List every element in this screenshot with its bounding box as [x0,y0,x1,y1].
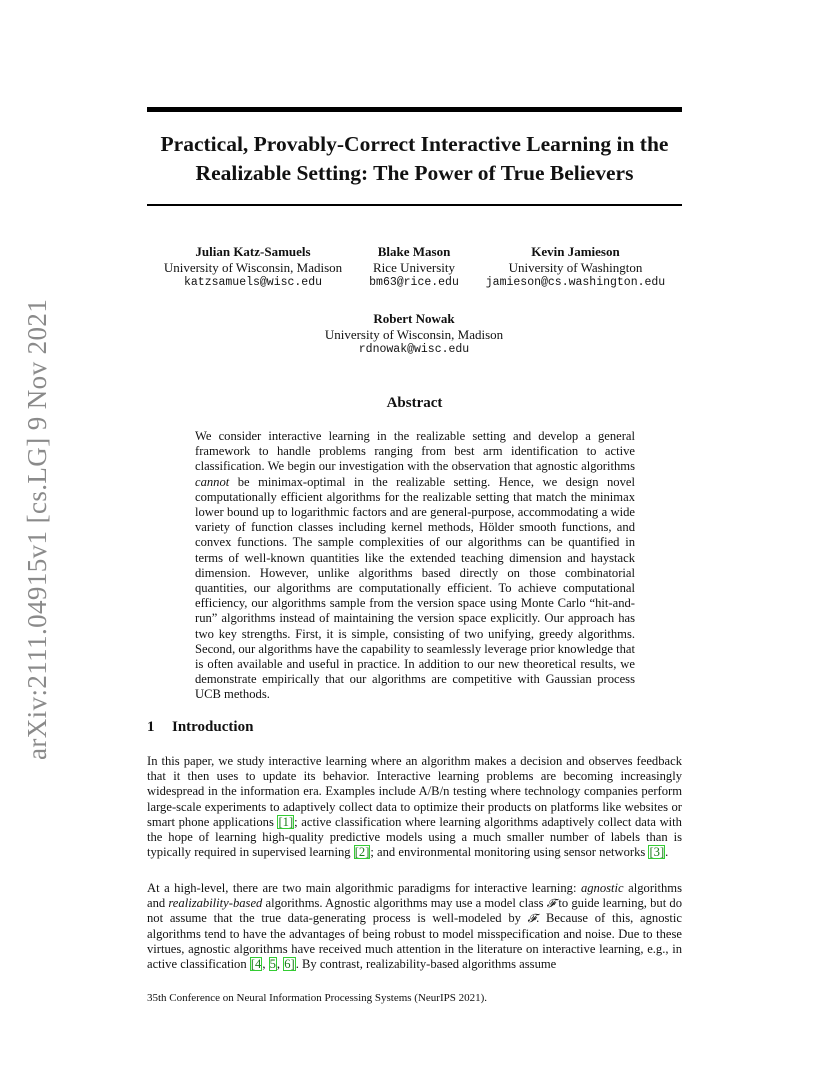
paper-title: Practical, Provably-Correct Interactive Learning in the Realizable Setting: The Power of True Believers [160,132,669,185]
author-email: katzsamuels@wisc.edu [183,276,323,289]
abstract-text: be minimax-optimal in the realizable setting. Hence, we design novel computationally efficient algorithms for the realizable setting that match the minimax lower bound up to logarithmic factors and are general-purpose, accommodating a wide variety of function classes including kernel methods, Hölder smooth functions, and convex functions. The sample complexities of our algorithms can be quantified in terms of well-known quantities like the extended teaching dimension and haystack dimension. However, unlike algorithms based directly on those combinatorial quantities, our algorithms are computationally efficient. To achieve computational efficiency, our algorithms sample from the version space using Monte Carlo “hit-and-run” algorithms instead of maintaining the version space explicitly. Our approach has two key strengths. First, it is simple, consisting of two unifying, greedy algorithms. Second, our algorithms have the capability to seamlessly leverage prior knowledge that is often available and useful in practice. In addition to our new theoretical results, we demonstrate empirically that our algorithms are competitive with Gaussian process UCB methods. [195,474,635,702]
author-affiliation: University of Wisconsin, Madison [163,259,343,275]
paragraph-text: At a high-level, there are two main algorithmic paradigms for interactive learning: [147,881,577,895]
citation-link[interactable]: [4 [250,957,262,972]
citation-link[interactable]: [1] [278,814,294,829]
paragraph-text: . [665,845,669,860]
math-symbol-F: 𝓕 [546,896,556,911]
paragraph-text: ; and environmental monitoring using sensor networks [370,845,646,860]
abstract-heading: Abstract [386,395,443,411]
author-affiliation: University of Washington [508,259,643,275]
section-title: Introduction [172,719,254,735]
paragraph-text: . Because of this, agnostic algorithms tend to have the advantages of being robust to model misspecification and noise. Due to these virtues, agnostic algorithms have received much attention in the literature on interactive learning, e.g., in active classification [147,911,682,972]
author-name: Blake Mason [377,244,451,259]
author-name: Kevin Jamieson [531,244,620,259]
citation-link[interactable]: 6] [284,957,295,972]
math-symbol-F: 𝓕 [527,911,537,926]
author-block-4 [300,311,528,358]
author-name: Robert Nowak [373,311,455,326]
section-number: 1 [147,719,155,735]
paragraph-text: to guide learning, but do not assume that the true data-generating process is well-modeled by [147,896,682,926]
title-top-rule [147,107,682,112]
paragraph-text: algorithms and [147,881,683,911]
author-email: bm63@rice.edu [369,276,459,289]
author-affiliation: University of Wisconsin, Madison [324,326,504,342]
abstract-emphasis: cannot [195,474,230,489]
paragraph-text: algorithms. Agnostic algorithms may use a model class [265,896,544,911]
citation-link[interactable]: [3] [649,845,665,860]
paragraph-text: ; active classification where learning algorithms adaptively collect data with the hope of learning high-quality predictive models using a much smaller number of labels than is typically required in supervised learning [147,814,682,860]
title-bottom-rule [147,204,682,206]
author-block-3 [478,244,673,291]
intro-paragraph-2: At a high-level, there are two main algorithmic paradigms for interactive learning: agnostic algorithms and realizability-based algorithms. Agnostic algorithms may use a model class 𝓕 to guide learning, but do not assume that the true data-generating process is well-modeled by 𝓕. Because of this, agnostic algorithms tend to have the advantages of being robust to model misspecification and noise. Due to these virtues, agnostic algorithms have received much attention in the literature on interactive learning, e.g., in active classification [4, 5, 6]. By contrast, realizability-based algorithms assume [147,881,683,972]
abstract-body [195,429,635,703]
paragraph-emphasis: realizability-based [168,896,263,911]
abstract-text: We consider interactive learning in the realizable setting and develop a general framework to handle problems ranging from best arm identification to active classification. We begin our investigation with the observation that agnostic algorithms [195,429,635,474]
citation-link[interactable]: [2] [354,845,370,860]
author-block-1 [150,244,356,291]
paragraph-emphasis: agnostic [580,881,624,895]
conference-footer: 35th Conference on Neural Information Processing Systems (NeurIPS 2021). [147,992,488,1004]
author-block-2 [358,244,470,291]
paragraph-text: In this paper, we study interactive learning where an algorithm makes a decision and observes feedback that it then uses to update its behavior. Interactive learning problems are becoming increasingly widespread in the information era. Examples include A/B/n testing where technology companies perform large-scale experiments to adaptively collect data to optimize their products on platforms like websites or smart phone applications [147,754,682,829]
author-affiliation: Rice University [373,259,455,275]
author-email: jamieson@cs.washington.edu [485,276,666,289]
author-email: rdnowak@wisc.edu [358,343,470,356]
arxiv-identifier-stamp: arXiv:2111.04915v1 [cs.LG] 9 Nov 2021 [22,298,52,760]
citation-link[interactable]: 5 [269,957,276,972]
section-heading-introduction [147,719,253,736]
author-name: Julian Katz-Samuels [195,244,311,259]
intro-paragraph-1 [147,754,682,860]
paragraph-text: . By contrast, realizability-based algorithms assume [295,957,557,972]
